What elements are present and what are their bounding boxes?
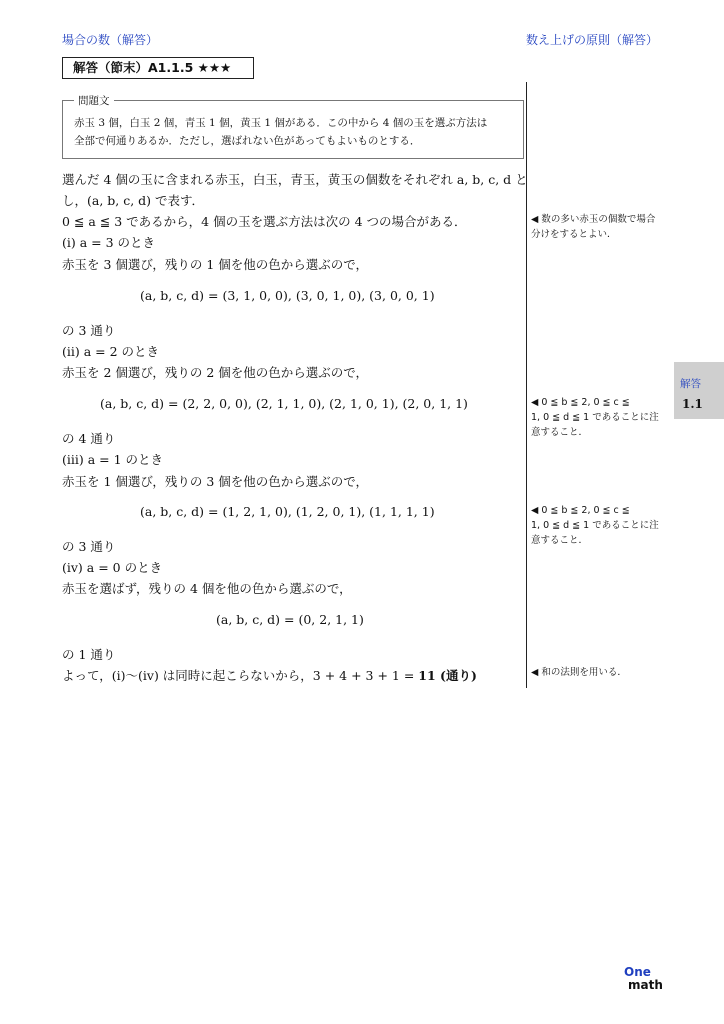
margin-note-4: ◀ 和の法則を用いる．: [531, 667, 627, 678]
margin-note-1-line-1: ◀ 数の多い赤玉の個数で場合: [531, 214, 656, 225]
margin-note-3-line-1: ◀ 0 ≦ b ≦ 2, 0 ≦ c ≦: [531, 505, 630, 516]
logo-bottom-text: math: [628, 978, 663, 992]
margin-note-2-line-2: 1, 0 ≦ d ≦ 1 であることに注: [531, 412, 659, 423]
problem-line-2: 全部で何通りあるか．ただし，選ばれない色があってもよいものとする．: [74, 135, 421, 147]
margin-note-2-line-1: ◀ 0 ≦ b ≦ 2, 0 ≦ c ≦: [531, 397, 630, 408]
margin-note-3: [531, 503, 679, 548]
case-2-count: の 4 通り: [62, 431, 116, 446]
case-3-heading: (iii) a = 1 のとき: [62, 452, 164, 467]
case-1-text: 赤玉を 3 個選び，残りの 1 個を他の色から選ぶので，: [62, 257, 369, 272]
logo-top-text: One: [624, 965, 651, 979]
conclusion-text: よって，(i)〜(iv) は同時に起こらないから，3 + 4 + 3 + 1 =: [62, 668, 419, 683]
body-line-2: し，(a, b, c, d) で表す．: [62, 193, 205, 208]
case-4-heading: (iv) a = 0 のとき: [62, 560, 163, 575]
margin-note-2-line-3: 意すること．: [531, 427, 589, 438]
margin-note-3-line-2: 1, 0 ≦ d ≦ 1 であることに注: [531, 520, 659, 531]
body-line-1: 選んだ 4 個の玉に含まれる赤玉，白玉，青玉，黄玉の個数をそれぞれ a, b, c, d と: [62, 172, 528, 187]
margin-note-1-line-2: 分けをするとよい．: [531, 229, 617, 240]
case-1-count: の 3 通り: [62, 323, 116, 338]
onemath-logo: [620, 966, 668, 996]
case-2-equation: (a, b, c, d) = (2, 2, 0, 0), (2, 1, 1, 0), (2, 1, 0, 1), (2, 0, 1, 1): [100, 396, 468, 411]
chapter-tab-number: 1.1: [682, 397, 703, 411]
solution-title: 解答（節末）A1.1.5 ★★★: [62, 57, 254, 79]
header-left: 場合の数（解答）: [62, 33, 159, 47]
final-answer: 11 (通り): [418, 668, 477, 683]
margin-note-1: [531, 212, 679, 242]
chapter-tab-label: 解答: [680, 378, 701, 390]
margin-note-3-line-3: 意すること．: [531, 535, 589, 546]
conclusion-line: [62, 666, 477, 684]
case-2-text: 赤玉を 2 個選び，残りの 2 個を他の色から選ぶので，: [62, 365, 369, 380]
case-1-equation: (a, b, c, d) = (3, 1, 0, 0), (3, 0, 1, 0), (3, 0, 0, 1): [140, 288, 435, 303]
problem-line-1: 赤玉 3 個，白玉 2 個，青玉 1 個，黄玉 1 個がある．この中から 4 個の玉を選ぶ方法は: [74, 117, 488, 129]
case-3-count: の 3 通り: [62, 539, 116, 554]
case-1-heading: (i) a = 3 のとき: [62, 235, 156, 250]
margin-note-2: [531, 395, 679, 440]
body-line-3: 0 ≦ a ≦ 3 であるから，4 個の玉を選ぶ方法は次の 4 つの場合がある．: [62, 214, 467, 229]
case-4-equation: (a, b, c, d) = (0, 2, 1, 1): [216, 612, 364, 627]
case-2-heading: (ii) a = 2 のとき: [62, 344, 160, 359]
header-right: 数え上げの原則（解答）: [525, 33, 658, 47]
case-3-text: 赤玉を 1 個選び，残りの 3 個を他の色から選ぶので，: [62, 474, 369, 489]
problem-label: 問題文: [74, 93, 114, 108]
case-3-equation: (a, b, c, d) = (1, 2, 1, 0), (1, 2, 0, 1), (1, 1, 1, 1): [140, 504, 435, 519]
case-4-count: の 1 通り: [62, 647, 116, 662]
case-4-text: 赤玉を選ばず，残りの 4 個を他の色から選ぶので，: [62, 581, 352, 596]
